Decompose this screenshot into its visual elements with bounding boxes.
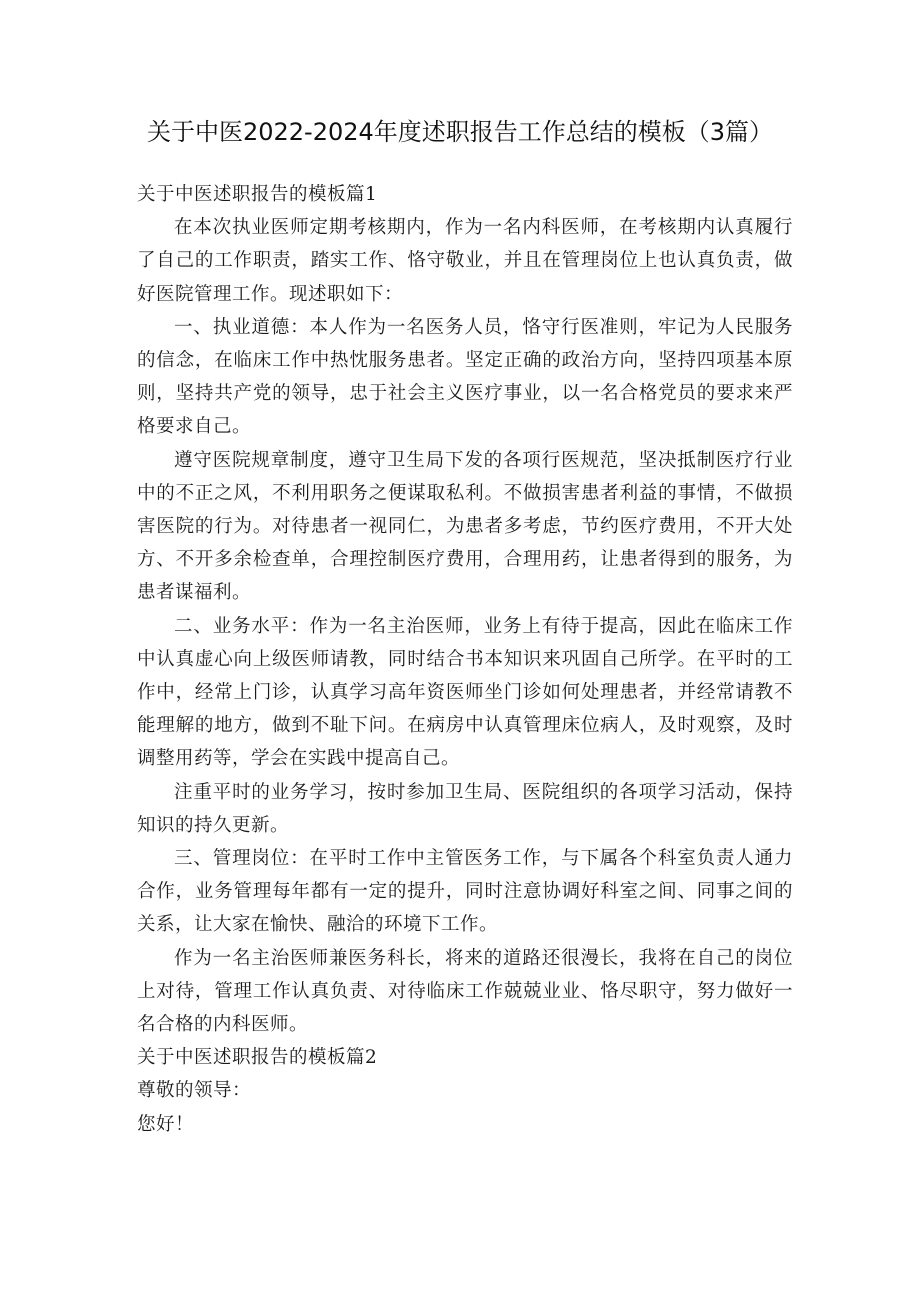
paragraph-conclusion: 作为一名主治医师兼医务科长，将来的道路还很漫长，我将在自己的岗位上对待，管理工作认真负责、对待临床工作兢兢业业、恪尽职守，努力做好一名合格的内科医师。	[137, 947, 793, 1036]
section-heading-1: 关于中医述职报告的模板篇1	[137, 184, 378, 205]
greeting: 您好！	[137, 1113, 195, 1135]
document-body	[137, 178, 793, 1141]
paragraph-study: 注重平时的业务学习，按时参加卫生局、医院组织的各项学习活动，保持知识的持久更新。	[137, 781, 793, 836]
paragraph-rules: 遵守医院规章制度，遵守卫生局下发的各项行医规范，坚决抵制医疗行业中的不正之风，不利用职务之便谋取私利。不做损害患者利益的事情，不做损害医院的行为。对待患者一视同仁，为患者多考虑，节约医疗费用，不开大处方、不开多余检查单，合理控制医疗费用，合理用药，让患者得到的服务，为患者谋福利。	[137, 449, 793, 604]
paragraph-intro: 在本次执业医师定期考核期内，作为一名内科医师，在考核期内认真履行了自己的工作职责，踏实工作、恪守敬业，并且在管理岗位上也认真负责，做好医院管理工作。现述职如下：	[137, 217, 793, 305]
paragraph-skills: 二、业务水平：作为一名主治医师，业务上有待于提高，因此在临床工作中认真虚心向上级医师请教，同时结合书本知识来巩固自己所学。在平时的工作中，经常上门诊，认真学习高年资医师坐门诊如何处理患者，并经常请教不能理解的地方，做到不耻下问。在病房中认真管理床位病人，及时观察，及时调整用药等，学会在实践中提高自己。	[137, 615, 793, 770]
salutation: 尊敬的领导：	[137, 1080, 252, 1102]
document-title: 关于中医2022-2024年度述职报告工作总结的模板（3篇）	[146, 118, 774, 146]
section-heading-2: 关于中医述职报告的模板篇2	[137, 1047, 378, 1069]
paragraph-ethics: 一、执业道德：本人作为一名医务人员，恪守行医准则，牢记为人民服务的信念，在临床工作中热忱服务患者。坚定正确的政治方向，坚持四项基本原则，坚持共产党的领导，忠于社会主义医疗事业，以一名合格党员的要求来严格要求自己。	[137, 316, 793, 438]
paragraph-management: 三、管理岗位：在平时工作中主管医务工作，与下属各个科室负责人通力合作，业务管理每年都有一定的提升，同时注意协调好科室之间、同事之间的关系，让大家在愉快、融洽的环境下工作。	[137, 848, 793, 936]
